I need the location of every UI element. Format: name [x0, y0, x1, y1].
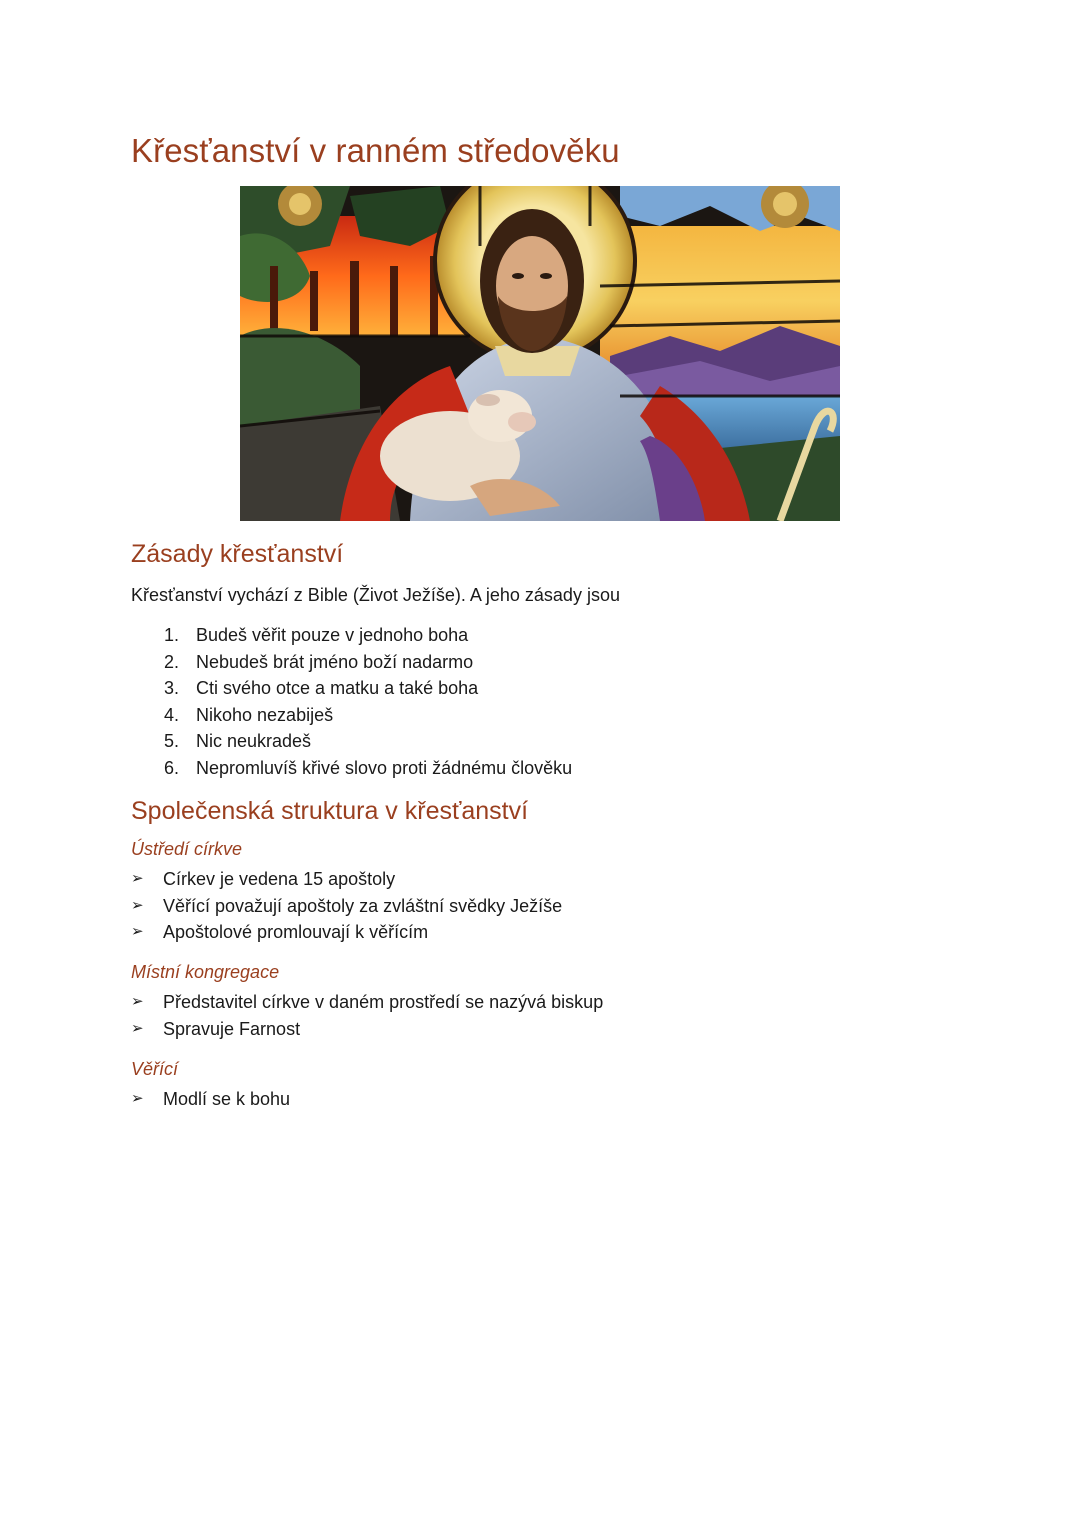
list-item [131, 702, 572, 729]
list-number: 4. [164, 704, 180, 725]
list-item [131, 866, 562, 893]
list-text: Věřící považují apoštoly za zvláštní svědky Ježíše [163, 895, 563, 916]
subheading-verici: Věřící [131, 1059, 179, 1079]
stained-glass-image [240, 186, 840, 521]
arrow-bullet-icon: ➢ [131, 1019, 144, 1037]
list-number: 3. [164, 678, 180, 698]
list-item [131, 675, 572, 702]
list-item [131, 1016, 603, 1043]
list-item [131, 989, 603, 1016]
list-number: 5. [164, 731, 180, 751]
list-item [131, 728, 572, 755]
list-text: Nebudeš brát jméno boží nadarmo [196, 651, 474, 672]
list-number: 1. [164, 625, 180, 645]
list-text: Spravuje Farnost [163, 1018, 301, 1039]
section-heading-struktura: Společenská struktura v křesťanství [131, 797, 529, 825]
section-heading-zasady: Zásady křesťanství [131, 540, 344, 568]
intro-paragraph: Křesťanství vychází z Bible (Život Ježíše). A jeho zásady jsou [131, 585, 620, 605]
ustredi-list [131, 866, 562, 946]
list-text: Nikoho nezabiješ [196, 704, 334, 725]
stained-glass-illustration [240, 186, 840, 521]
list-text: Cti svého otce a matku a také boha [196, 678, 479, 698]
list-item [131, 649, 572, 676]
list-number: 2. [164, 651, 180, 672]
arrow-bullet-icon: ➢ [131, 1090, 144, 1107]
subheading-ustredi: Ústředí církve [131, 839, 243, 859]
list-text: Budeš věřit pouze v jednoho boha [196, 625, 469, 645]
arrow-bullet-icon: ➢ [131, 870, 144, 887]
list-item [131, 893, 562, 920]
mistni-list [131, 989, 603, 1042]
list-text: Církev je vedena 15 apoštoly [163, 869, 396, 889]
list-item [131, 919, 562, 946]
arrow-bullet-icon: ➢ [131, 896, 144, 914]
arrow-bullet-icon: ➢ [131, 923, 144, 940]
list-text: Představitel církve v daném prostředí se nazývá biskup [163, 992, 604, 1012]
list-text: Nepromluvíš křivé slovo proti žádnému člověku [196, 757, 573, 778]
list-item [131, 1086, 290, 1113]
list-text: Apoštolové promlouvají k věřícím [163, 922, 429, 942]
page-title: Křesťanství v ranném středověku [131, 132, 620, 169]
list-text: Nic neukradeš [196, 731, 312, 751]
rules-list [131, 622, 572, 781]
verici-list [131, 1086, 290, 1113]
list-number: 6. [164, 757, 180, 778]
list-item [131, 755, 572, 782]
arrow-bullet-icon: ➢ [131, 993, 144, 1010]
list-text: Modlí se k bohu [163, 1089, 291, 1109]
subheading-mistni: Místní kongregace [131, 962, 280, 982]
list-item [131, 622, 572, 649]
